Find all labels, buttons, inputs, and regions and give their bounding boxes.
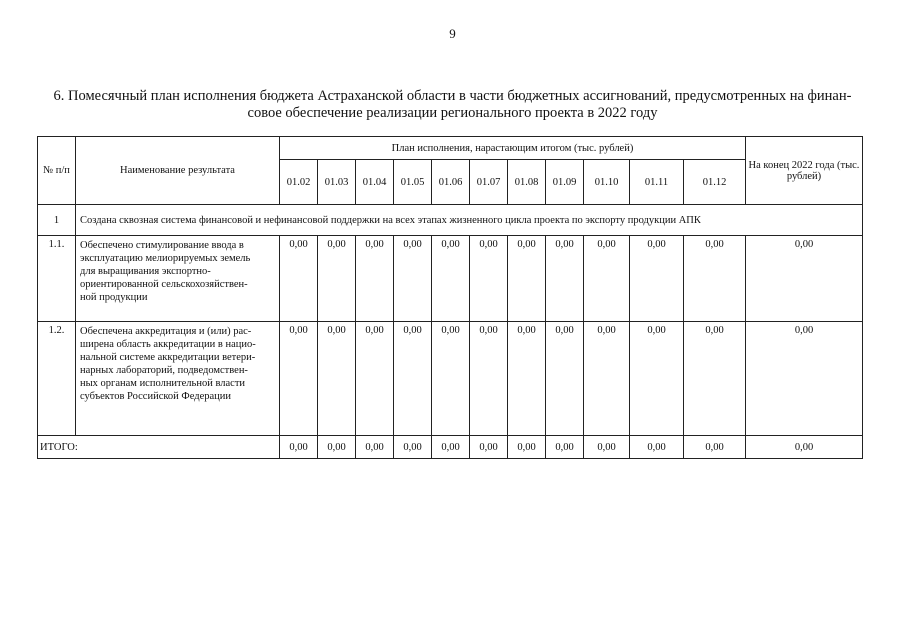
header-month: 01.07 <box>470 160 508 205</box>
header-name: Наименование результата <box>76 137 280 205</box>
row-value: 0,00 <box>432 322 470 436</box>
section-num: 1 <box>38 205 76 236</box>
header-plan: План исполнения, нарастающим итогом (тыс. рублей) <box>280 137 746 160</box>
header-month: 01.02 <box>280 160 318 205</box>
total-value: 0,00 <box>318 436 356 459</box>
row-name: Обеспечено стимулирование ввода в эксплуатацию мелиорируемых земель для выращивания экспортно- ориентированной сельскохозяйствен- ной продукции <box>76 236 280 322</box>
row-end-value: 0,00 <box>746 236 863 322</box>
header-month: 01.10 <box>584 160 630 205</box>
total-value: 0,00 <box>546 436 584 459</box>
row-value: 0,00 <box>630 236 684 322</box>
row-name: Обеспечена аккредитация и (или) рас- ширена область аккредитации в нацио- нальной системе аккредитации ветери- нарных лабораторий, подведомствен- ных органам исполнительной власти субъектов Российской Федерации <box>76 322 280 436</box>
header-month: 01.05 <box>394 160 432 205</box>
row-value: 0,00 <box>394 236 432 322</box>
total-row <box>38 436 863 459</box>
total-value: 0,00 <box>356 436 394 459</box>
row-end-value: 0,00 <box>746 322 863 436</box>
row-value: 0,00 <box>584 236 630 322</box>
header-end: На конец 2022 года (тыс. рублей) <box>746 137 863 205</box>
total-value: 0,00 <box>630 436 684 459</box>
header-month: 01.09 <box>546 160 584 205</box>
row-value: 0,00 <box>684 236 746 322</box>
header-month: 01.06 <box>432 160 470 205</box>
row-value: 0,00 <box>584 322 630 436</box>
total-end-value: 0,00 <box>746 436 863 459</box>
header-month: 01.04 <box>356 160 394 205</box>
total-value: 0,00 <box>684 436 746 459</box>
row-value: 0,00 <box>356 236 394 322</box>
row-value: 0,00 <box>684 322 746 436</box>
row-value: 0,00 <box>432 236 470 322</box>
section-row <box>38 205 863 236</box>
total-value: 0,00 <box>432 436 470 459</box>
table-row <box>38 236 863 322</box>
row-value: 0,00 <box>508 322 546 436</box>
row-num: 1.1. <box>38 236 76 322</box>
row-value: 0,00 <box>508 236 546 322</box>
row-value: 0,00 <box>280 236 318 322</box>
row-value: 0,00 <box>470 322 508 436</box>
total-value: 0,00 <box>508 436 546 459</box>
row-value: 0,00 <box>318 236 356 322</box>
total-value: 0,00 <box>394 436 432 459</box>
page-number: 9 <box>449 26 456 41</box>
row-value: 0,00 <box>280 322 318 436</box>
row-num: 1.2. <box>38 322 76 436</box>
total-value: 0,00 <box>470 436 508 459</box>
header-month: 01.08 <box>508 160 546 205</box>
section-text: Создана сквозная система финансовой и нефинансовой поддержки на всех этапах жизненного цикла проекта по экспорту продукции АПК <box>76 205 863 236</box>
row-value: 0,00 <box>546 322 584 436</box>
row-value: 0,00 <box>470 236 508 322</box>
total-label: ИТОГО: <box>38 436 280 459</box>
row-value: 0,00 <box>318 322 356 436</box>
total-value: 0,00 <box>280 436 318 459</box>
header-month: 01.12 <box>684 160 746 205</box>
row-value: 0,00 <box>630 322 684 436</box>
section-title: 6. Помесячный план исполнения бюджета Астраханской области в части бюджетных ассигнований, предусмотренных на финан- совое обеспечение реализации регионального проекта в 2022 году <box>53 88 852 121</box>
header-month: 01.11 <box>630 160 684 205</box>
header-num: № п/п <box>38 137 76 205</box>
header-row-1 <box>38 137 863 160</box>
table-row <box>38 322 863 436</box>
header-month: 01.03 <box>318 160 356 205</box>
row-value: 0,00 <box>394 322 432 436</box>
budget-table <box>37 136 863 459</box>
total-value: 0,00 <box>584 436 630 459</box>
row-value: 0,00 <box>356 322 394 436</box>
row-value: 0,00 <box>546 236 584 322</box>
